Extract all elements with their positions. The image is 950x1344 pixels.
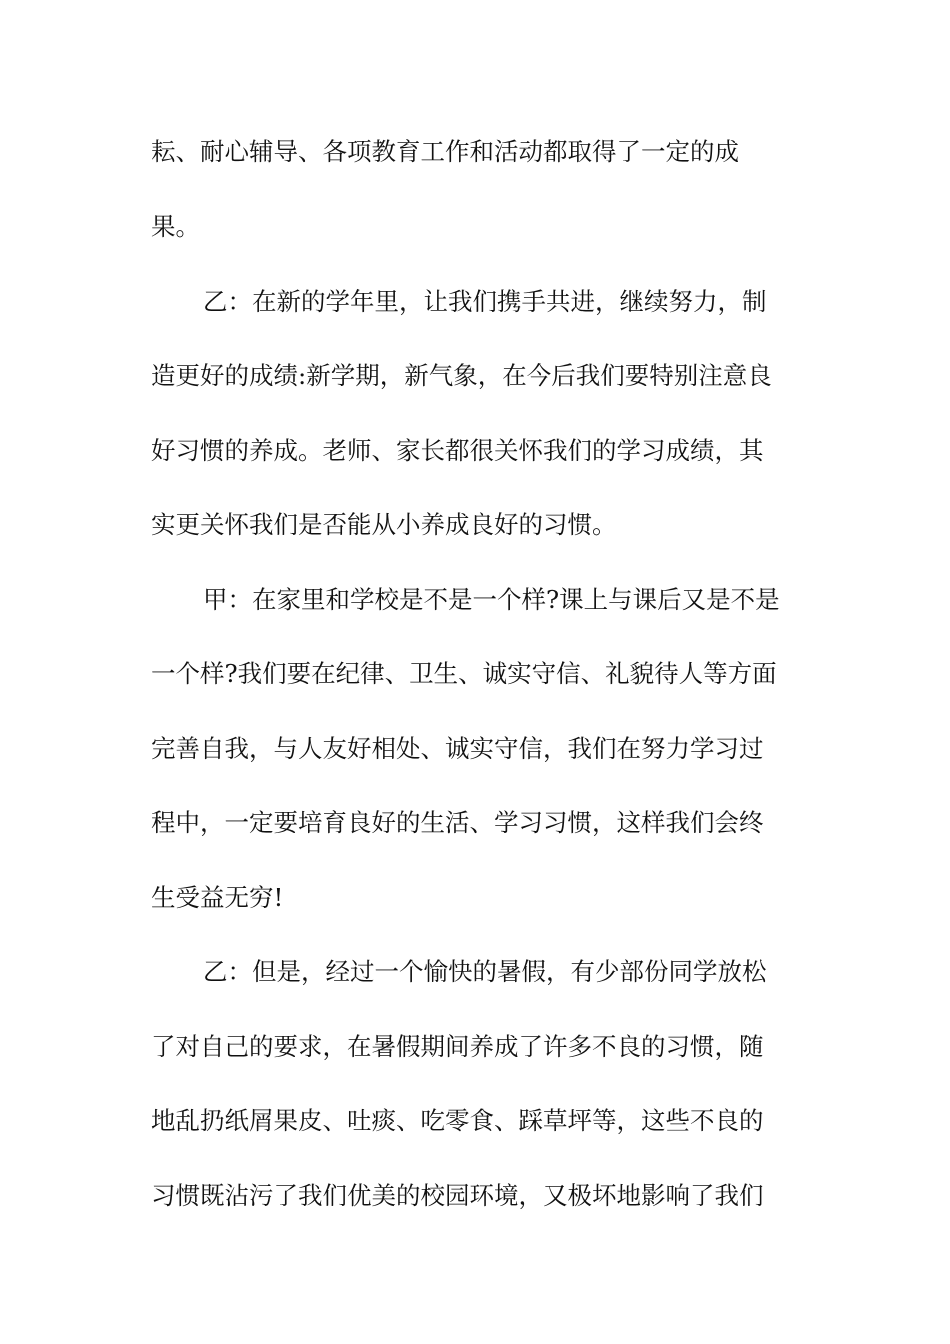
text-line: 造更好的成绩:新学期，新气象，在今后我们要特别注意良 <box>151 361 772 390</box>
text-line: 耘、耐心辅导、各项教育工作和活动都取得了一定的成 <box>151 137 739 166</box>
text-line: 地乱扔纸屑果皮、吐痰、吃零食、踩草坪等，这些不良的 <box>151 1106 764 1135</box>
text-line: 果。 <box>151 212 200 241</box>
text-line: 程中，一定要培育良好的生活、学习习惯，这样我们会终 <box>151 808 764 837</box>
text-line: 了对自己的要求，在暑假期间养成了许多不良的习惯，随 <box>151 1032 764 1061</box>
text-line: 习惯既沾污了我们优美的校园环境，又极坏地影响了我们 <box>151 1181 764 1210</box>
text-line: 完善自我，与人友好相处、诚实守信，我们在努力学习过 <box>151 734 764 763</box>
text-line: 好习惯的养成。老师、家长都很关怀我们的学习成绩，其 <box>151 436 764 465</box>
paragraph-first-line: 甲：在家里和学校是不是一个样?课上与课后又是不是 <box>203 585 780 614</box>
text-line: 生受益无穷! <box>151 883 284 912</box>
paragraph-first-line: 乙：在新的学年里，让我们携手共进，继续努力，制 <box>203 287 767 316</box>
paragraph-first-line: 乙：但是，经过一个愉快的暑假，有少部份同学放松 <box>203 957 767 986</box>
text-line: 一个样?我们要在纪律、卫生、诚实守信、礼貌待人等方面 <box>151 659 777 688</box>
text-line: 实更关怀我们是否能从小养成良好的习惯。 <box>151 510 617 539</box>
